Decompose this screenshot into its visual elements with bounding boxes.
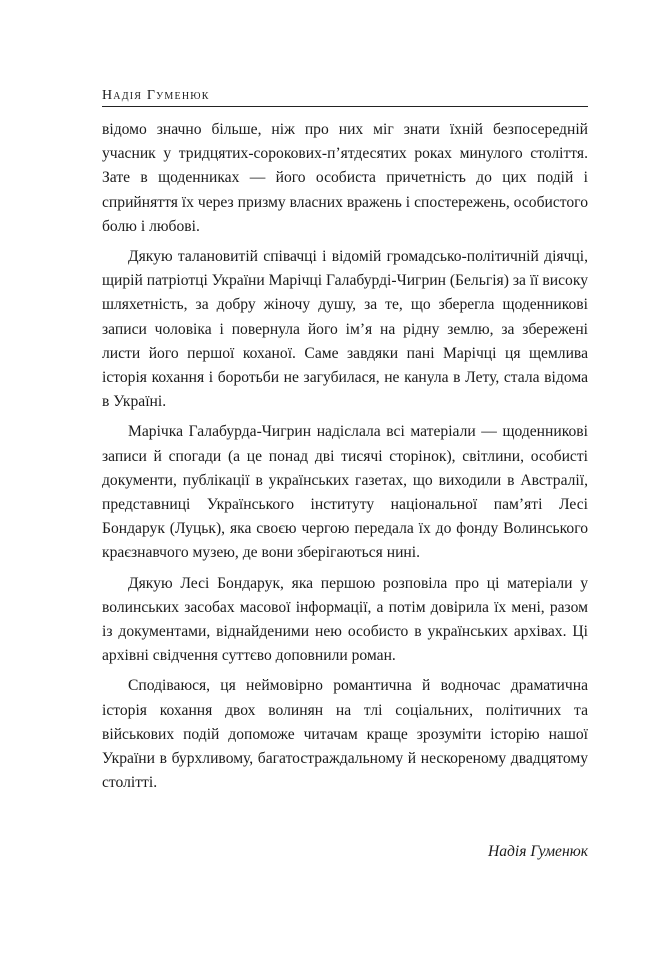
- paragraph-thanks-marichka: Дякую талановитій співачці і відомій громадсько-політичній діячці, щирій патріотці України Марічці Галабурді-Чигрин (Бельгія) за її високу шляхетність, за добру жіночу душу, за те, що зберегла щоденникові записи чоловіка і повернула його ім’я на рідну землю, за збережені листи його першої коханої. Саме завдяки пані Марічці ця щемлива історія кохання і боротьби не загубилася, не канула в Лету, стала відома в Україні.: [102, 248, 588, 411]
- running-head: [102, 86, 588, 107]
- book-page: [102, 0, 592, 970]
- running-head-title: Надія Гуменюк: [102, 88, 210, 103]
- paragraph-hope: Сподіваюся, ця неймовірно романтична й водночас драматична історія кохання двох волинян на тлі соціальних, політичних та військових подій допоможе читачам краще зрозуміти історію нашої України в бурхливому, багатостраждальному й нескореному двадцятому столітті.: [102, 677, 588, 792]
- paragraph-thanks-lesia: Дякую Лесі Бондарук, яка першою розповіла про ці матеріали у волинських засобах масової інформації, а потім довірила їх мені, разом із документами, віднайденими нею особисто в українських архівах. Ці архівні свідчення суттєво доповнили роман.: [102, 574, 588, 665]
- body-text: [102, 118, 588, 801]
- paragraph-continuation: відомо значно більше, ніж про них міг знати їхній безпосередній учасник у тридцятих-сорокових-п’ятдесятих роках минулого століття. Зате в щоденниках — його особиста причетність до цих подій і сприйняття їх через призму власних вражень і спостережень, особистого болю і любові.: [102, 121, 588, 235]
- paragraph-materials: Марічка Галабурда-Чигрин надіслала всі матеріали — щоденникові записи й спогади (а це понад дві тисячі сторінок), світлини, особисті документи, публікації в українських газетах, що виходили в Австралії, представниці Українського інституту національної пам’яті Лесі Бондарук (Луцьк), яка своєю чергою передала їх до фонду Волинського краєзнавчого музею, де вони зберігаються нині.: [102, 423, 588, 562]
- author-signature: Надія Гуменюк: [487, 843, 588, 860]
